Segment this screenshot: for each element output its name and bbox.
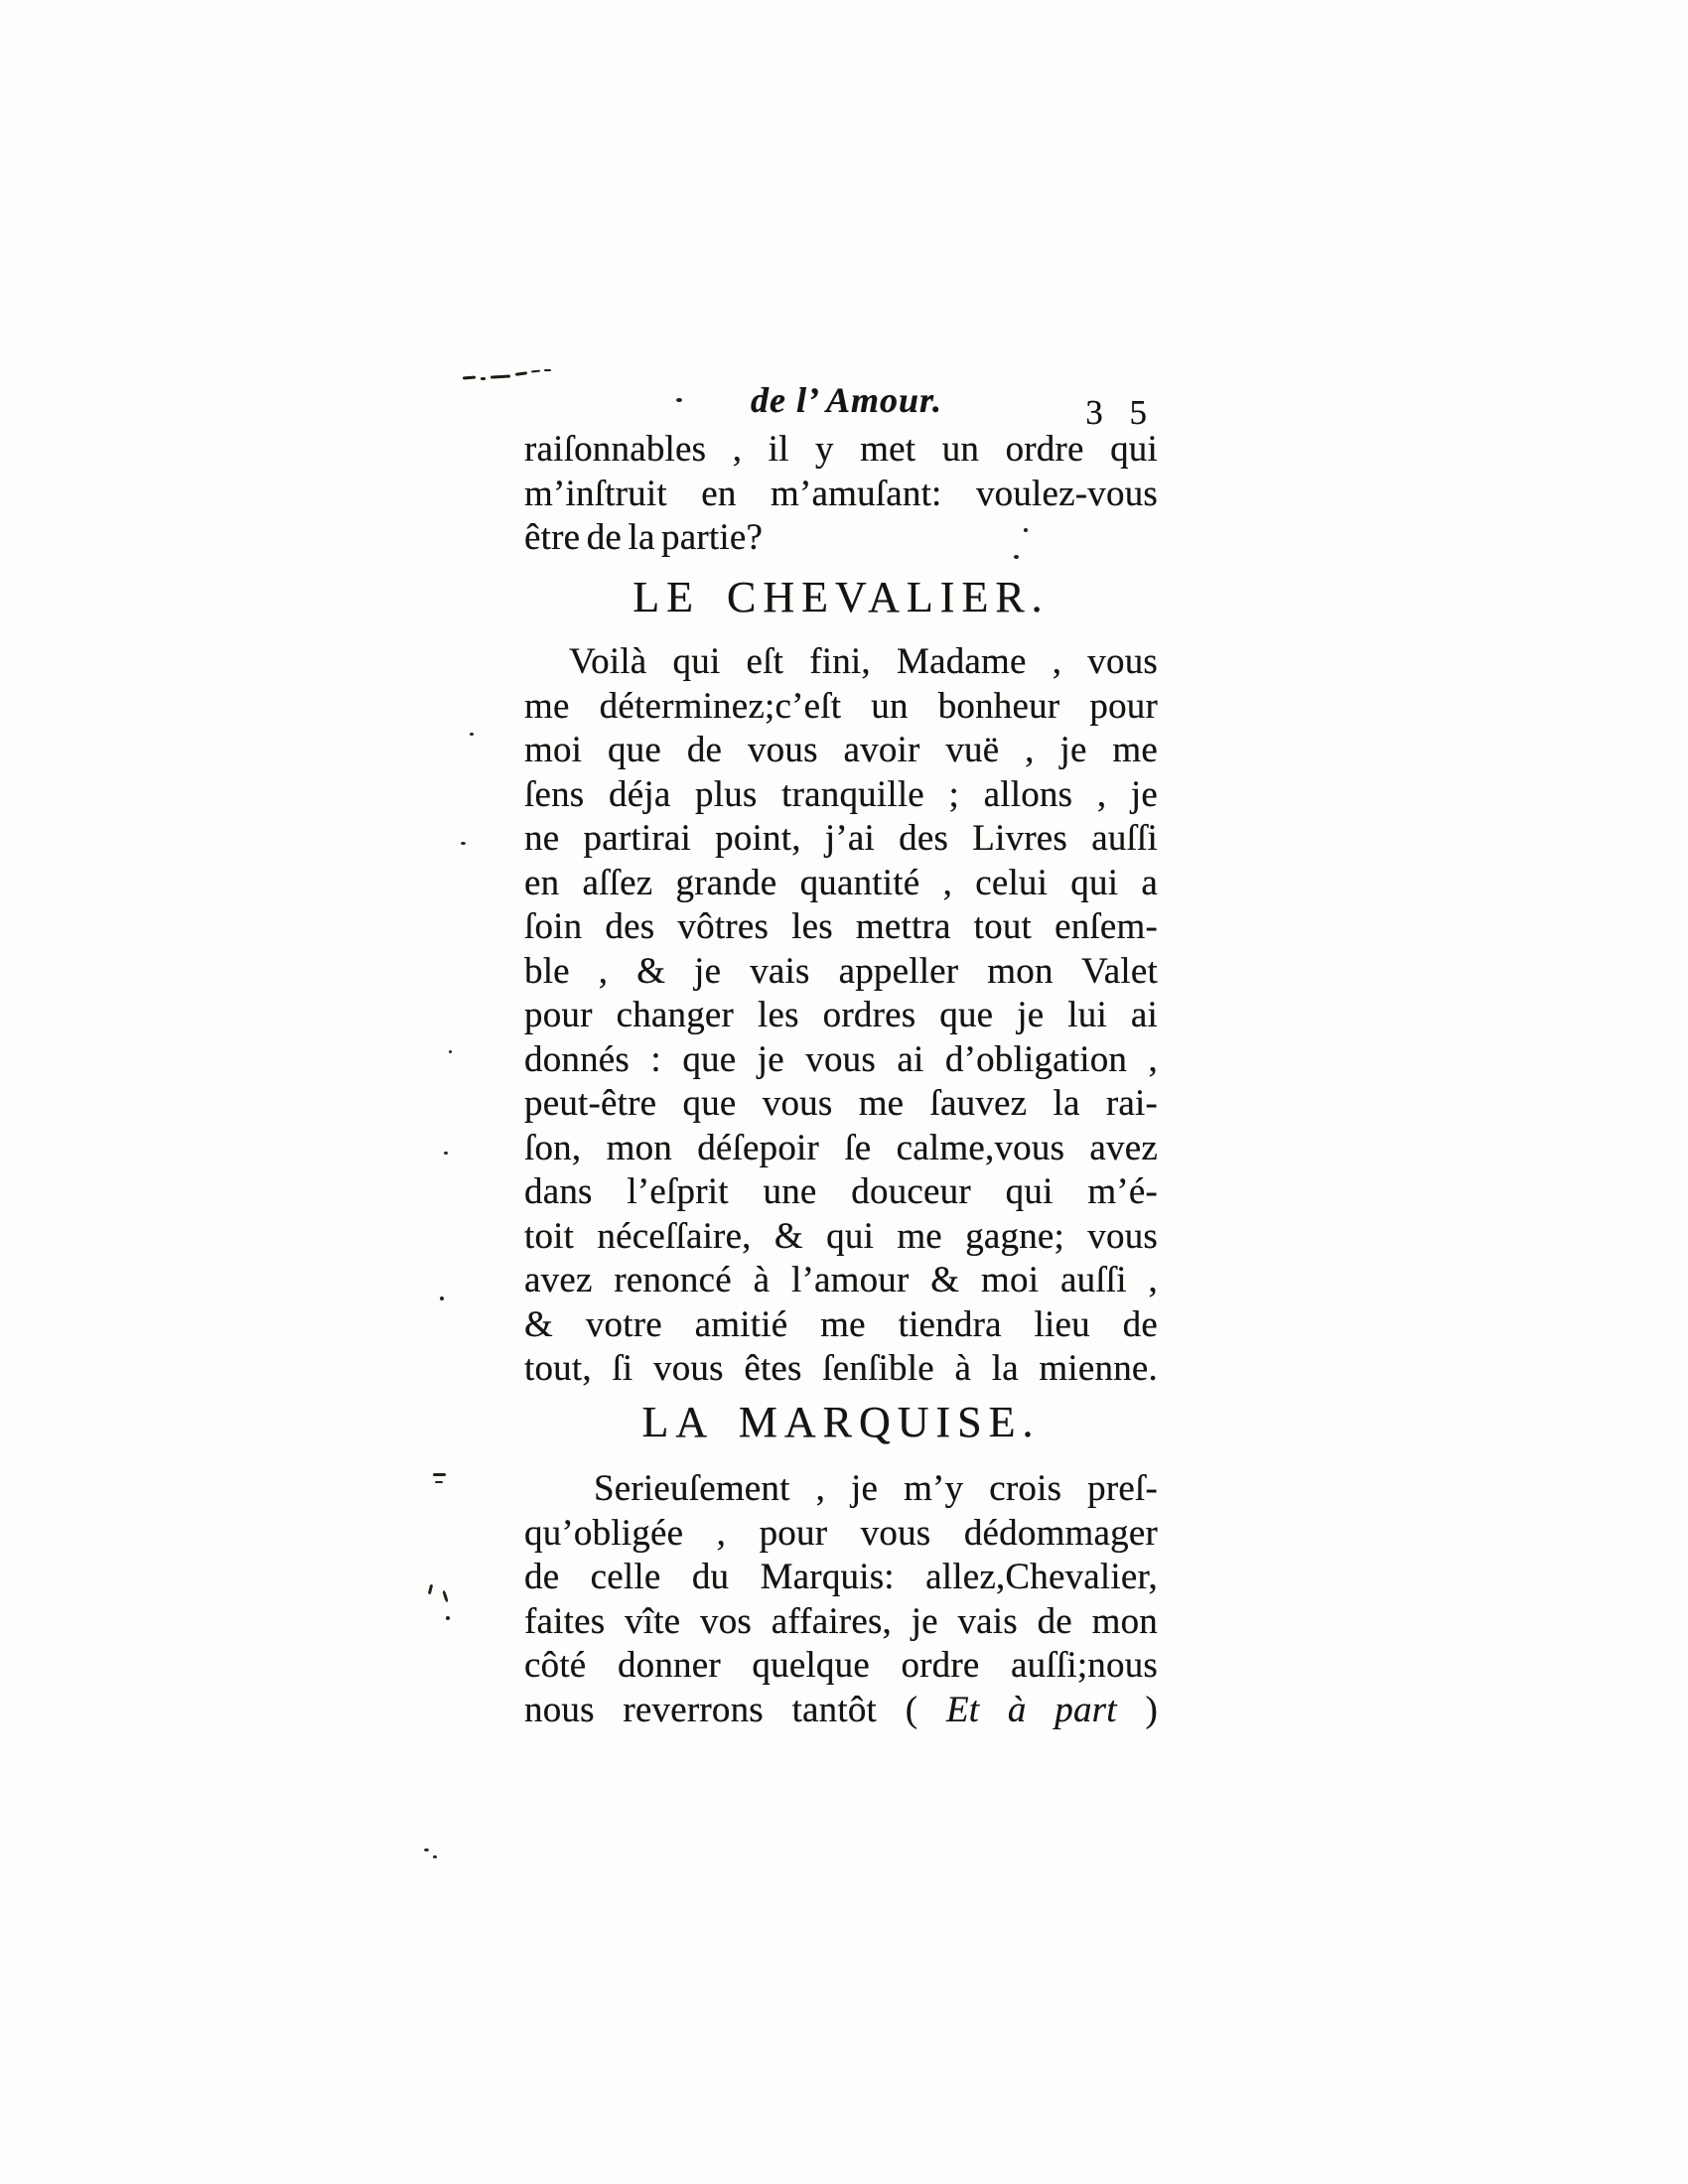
text-line: côté donner quelque ordre auſſi;nous	[524, 1645, 1158, 1686]
text-segment: )	[1116, 1689, 1158, 1730]
text-line: tout, ſi vous êtes ſenſible à la mienne.	[524, 1348, 1158, 1389]
ink-tick	[428, 1584, 433, 1594]
text-line: toit néceſſaire, & qui me gagne; vous	[524, 1215, 1158, 1257]
text-line: moi que de vous avoir vuë , je me	[524, 730, 1158, 770]
ink-dash	[435, 1481, 443, 1483]
text-line: ſon, mon déſepoir ſe calme,vous avez	[524, 1127, 1158, 1168]
text-line: raiſonnables , il y met un ordre qui	[524, 429, 1158, 470]
ink-speck	[424, 1848, 429, 1851]
ink-tick	[442, 1590, 449, 1602]
text-line: peut-être que vous me ſauvez la rai-	[524, 1083, 1158, 1124]
text-line: ble , & je vais appeller mon Valet	[524, 950, 1158, 992]
text-line: & votre amitié me tiendra lieu de	[524, 1303, 1158, 1345]
ink-speck	[470, 733, 474, 736]
text-line: Voilà qui eſt fini, Madame , vous	[569, 641, 1158, 682]
text-line: ſens déja plus tranquille ; allons , je	[524, 773, 1158, 815]
ink-speck	[433, 1855, 437, 1858]
paragraph-continuation	[524, 428, 1158, 561]
text-line: ne partirai point, j’ai des Livres auſſi	[524, 818, 1158, 859]
paragraph-chevalier	[524, 640, 1158, 1392]
text-column	[524, 0, 1158, 2184]
ink-speck	[440, 1297, 444, 1300]
text-line: en aſſez grande quantité , celui qui a	[524, 862, 1158, 903]
ink-speck	[461, 842, 466, 845]
text-line: avez renoncé à l’amour & moi auſſi ,	[524, 1260, 1158, 1300]
speaker-heading-chevalier: LE CHEVALIER.	[633, 573, 1050, 621]
text-line-with-stage-direction	[524, 1689, 1158, 1733]
ink-speck	[449, 1050, 452, 1053]
text-line: de celle du Marquis: allez,Chevalier,	[524, 1557, 1158, 1597]
text-line: pour changer les ordres que je lui ai	[524, 995, 1158, 1035]
ink-speck	[444, 1152, 448, 1155]
running-title: de l’ Amour.	[751, 380, 943, 420]
text-line: être de la partie?	[524, 517, 764, 558]
text-line: qu’obligée , pour vous dédommager	[524, 1512, 1158, 1554]
stage-direction-italic: Et à part	[945, 1689, 1117, 1730]
ink-speck	[446, 1616, 450, 1620]
text-line: me déterminez;c’eſt un bonheur pour	[524, 685, 1158, 727]
text-segment: nous reverrons tantôt (	[524, 1689, 946, 1730]
text-line: dans l’eſprit une douceur qui m’é-	[524, 1171, 1158, 1212]
text-line: Serieuſement , je m’y crois preſ-	[594, 1468, 1158, 1509]
text-line: donnés : que je vous ai d’obligation ,	[524, 1038, 1158, 1080]
text-line: m’inſtruit en m’amuſant: voulez-vous	[524, 473, 1158, 514]
ink-dash	[433, 1473, 446, 1476]
paragraph-marquise	[524, 1467, 1158, 1732]
text-line: faites vîte vos affaires, je vais de mon	[524, 1600, 1158, 1642]
page-number: 3 5	[1085, 393, 1156, 432]
speaker-heading-marquise: LA MARQUISE.	[641, 1398, 1041, 1446]
text-line: ſoin des vôtres les mettra tout enſem-	[524, 906, 1158, 947]
